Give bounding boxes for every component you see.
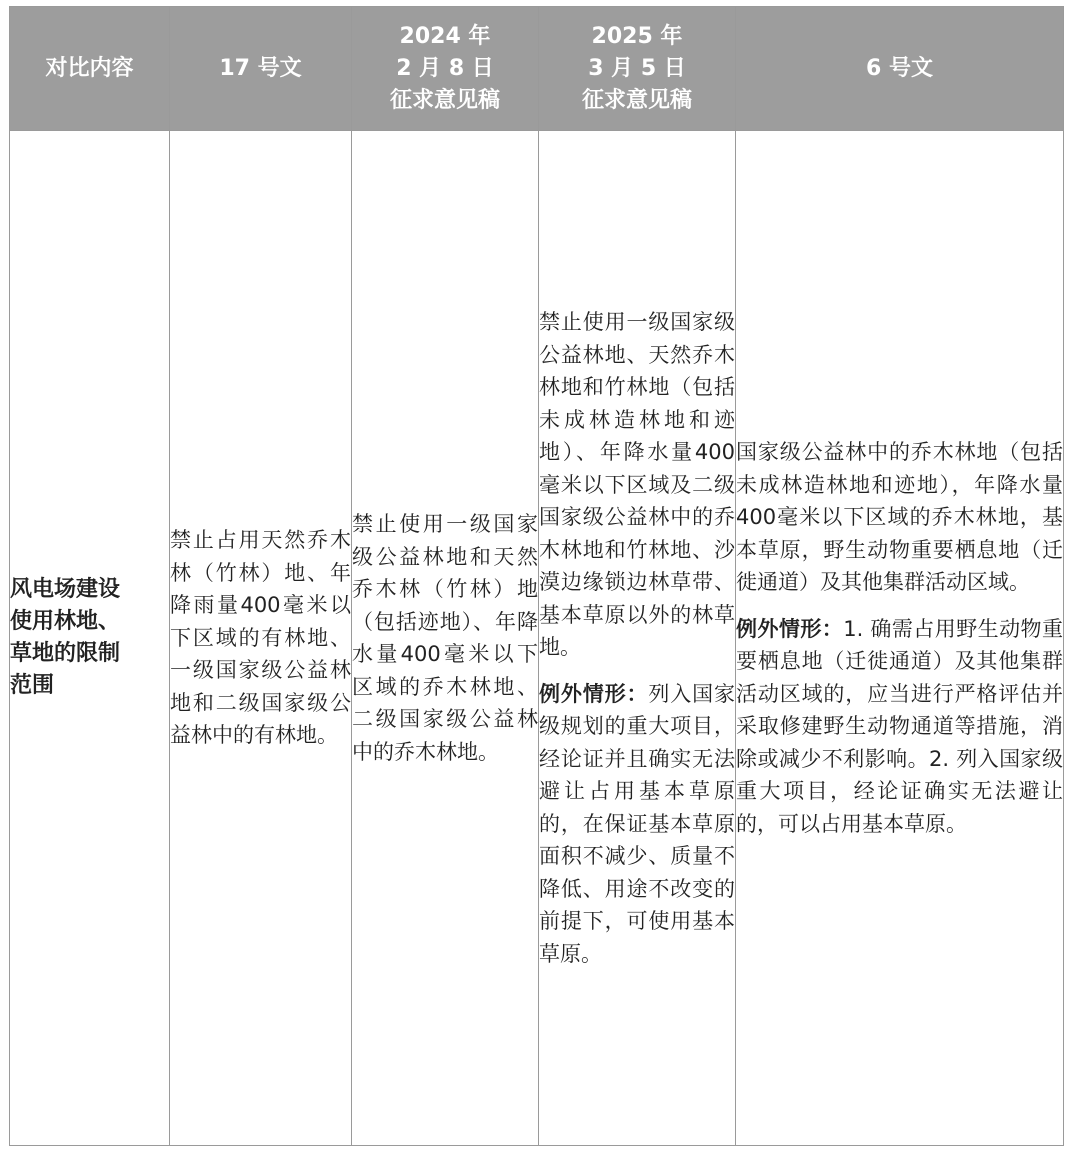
table-row (10, 131, 1064, 1146)
draft-2025-main: 禁止使用一级国家级公益林地、天然乔木林地和竹林地（包括未成林造林地和迹地）、年降水量400毫米以下区域及二级国家级公益林中的乔木林地和竹林地、沙漠边缘锁边林草带、基本草原以外的林草地。 (539, 310, 735, 659)
topic-cell: 风电场建设 使用林地、 草地的限制 范围 (10, 131, 170, 1146)
draft-2025-cell (539, 131, 736, 1146)
exception-text: 1. 确需占用野生动物重要栖息地（迁徙通道）及其他集群活动区域的，应当进行严格评估并采取修建野生动物通道等措施，消除或减少不利影响。2. 列入国家级重大项目，经论证确实无法避让的，可以占用基本草原。 (736, 616, 1063, 836)
header-compare-content: 对比内容 (10, 7, 170, 131)
exception-label: 例外情形： (539, 681, 649, 706)
draft-2025-exception (539, 678, 735, 971)
draft-2024-cell: 禁止使用一级国家级公益林地和天然乔木林（竹林）地（包括迹地）、年降水量400毫米以下区域的乔木林地、二级国家级公益林中的乔木林地。 (352, 131, 539, 1146)
doc6-cell (736, 131, 1064, 1146)
doc17-cell: 禁止占用天然乔木林（竹林）地、年降雨量400毫米以下区域的有林地、一级国家级公益林地和二级国家级公益林中的有林地。 (170, 131, 352, 1146)
doc6-main: 国家级公益林中的乔木林地（包括未成林造林地和迹地），年降水量400毫米以下区域的乔木林地，基本草原，野生动物重要栖息地（迁徙通道）及其他集群活动区域。 (736, 440, 1063, 594)
header-doc6: 6 号文 (736, 7, 1064, 131)
comparison-table (9, 6, 1064, 1146)
exception-text: 列入国家级规划的重大项目，经论证并且确实无法避让占用基本草原的，在保证基本草原面积不减少、质量不降低、用途不改变的前提下，可使用基本草原。 (539, 681, 735, 966)
header-draft-2025: 2025 年 3 月 5 日 征求意见稿 (539, 7, 736, 131)
exception-label: 例外情形： (736, 616, 844, 641)
header-doc17: 17 号文 (170, 7, 352, 131)
doc6-exception (736, 613, 1063, 841)
header-row (10, 7, 1064, 131)
header-draft-2024: 2024 年 2 月 8 日 征求意见稿 (352, 7, 539, 131)
